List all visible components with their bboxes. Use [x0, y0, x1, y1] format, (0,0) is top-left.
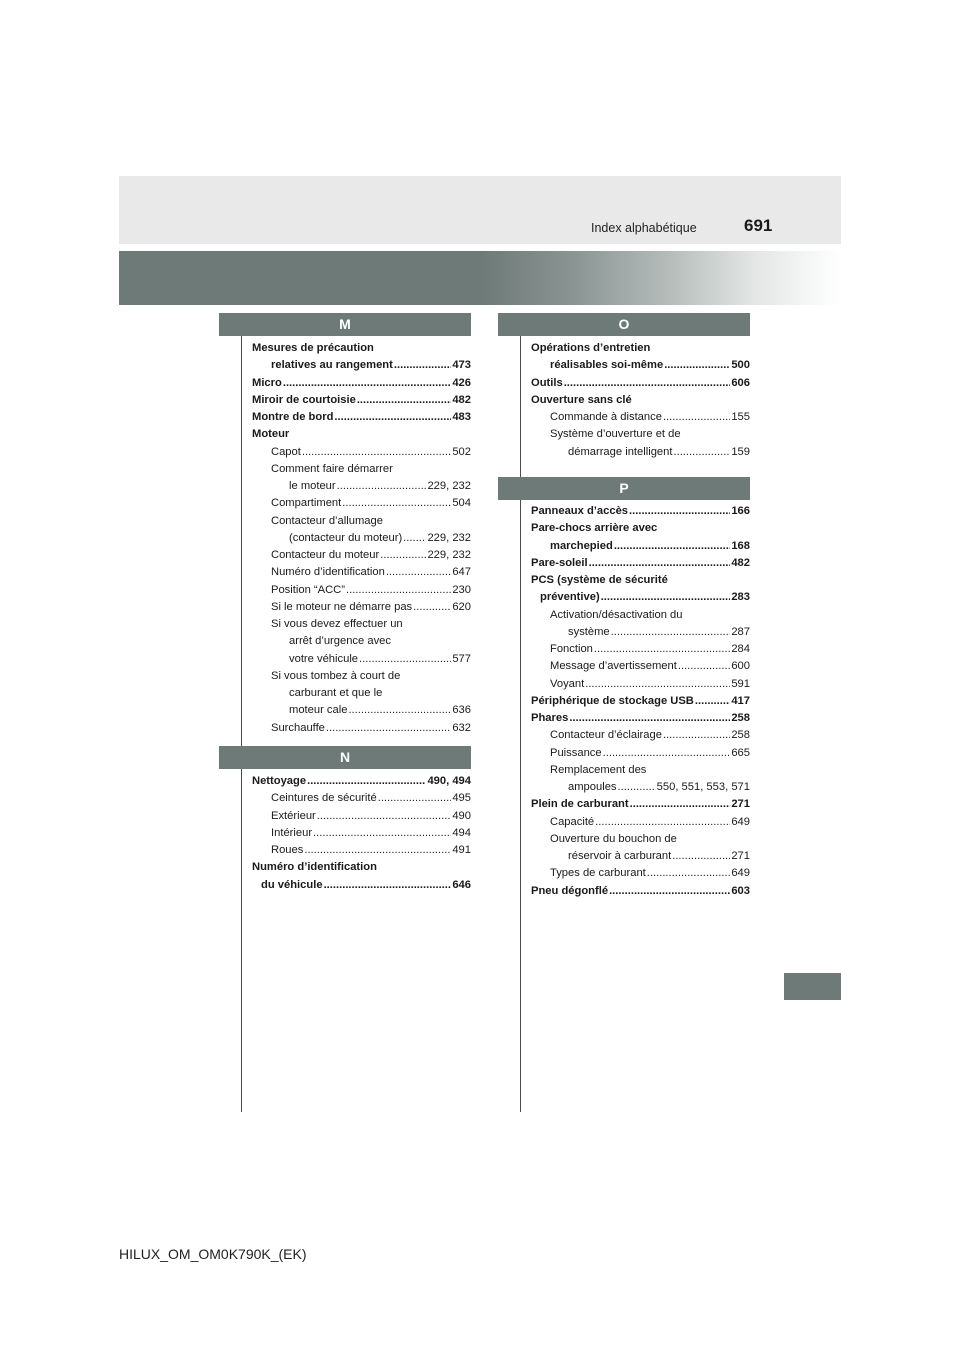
- index-entry[interactable]: système ..... 287: [531, 624, 750, 641]
- index-entry[interactable]: Miroir de courtoisie ..... 482: [252, 392, 471, 409]
- index-entry[interactable]: Message d’avertissement ..... 600: [531, 658, 750, 675]
- index-entry[interactable]: Capacité ..... 649: [531, 814, 750, 831]
- index-entry[interactable]: Contacteur du moteur ..... 229, 232: [252, 547, 471, 564]
- section-title: Index alphabétique: [591, 221, 697, 235]
- index-entry[interactable]: Mesures de précaution: [252, 342, 374, 354]
- index-entry[interactable]: Panneaux d’accès ..... 166: [531, 503, 750, 520]
- index-entry[interactable]: Ceintures de sécurité ..... 495: [252, 790, 471, 807]
- index-list-p: [531, 503, 750, 900]
- document-code: HILUX_OM_OM0K790K_(EK): [119, 1246, 307, 1262]
- index-entry[interactable]: Périphérique de stockage USB ..... 417: [531, 693, 750, 710]
- chapter-tab: [784, 973, 841, 1000]
- index-list-m: [252, 340, 471, 737]
- section-letter-p: P: [498, 477, 750, 500]
- index-entry[interactable]: préventive) ..... 283: [531, 589, 750, 606]
- index-entry[interactable]: Remplacement des: [550, 763, 647, 776]
- index-entry[interactable]: (contacteur du moteur) ..... 229, 232: [252, 530, 471, 547]
- index-entry[interactable]: Capot ..... 502: [252, 444, 471, 461]
- index-entry[interactable]: Outils ..... 606: [531, 375, 750, 392]
- index-entry[interactable]: Comment faire démarrer: [271, 462, 393, 475]
- index-entry[interactable]: Commande à distance ..... 155: [531, 409, 750, 426]
- index-entry[interactable]: Si vous devez effectuer un: [271, 618, 403, 630]
- index-entry[interactable]: Ouverture du bouchon de: [550, 832, 677, 845]
- index-entry[interactable]: Micro ..... 426: [252, 375, 471, 392]
- index-entry[interactable]: Montre de bord ..... 483: [252, 409, 471, 426]
- index-entry[interactable]: réalisables soi-même ..... 500: [531, 357, 750, 374]
- index-entry[interactable]: Nettoyage ..... 490, 494: [252, 773, 471, 790]
- index-entry[interactable]: Si le moteur ne démarre pas ..... 620: [252, 599, 471, 616]
- page-number: 691: [744, 216, 773, 235]
- index-entry[interactable]: Pare-soleil ..... 482: [531, 555, 750, 572]
- section-letter-n: N: [219, 746, 471, 769]
- index-entry[interactable]: Contacteur d’éclairage ..... 258: [531, 727, 750, 744]
- index-entry[interactable]: Puissance ..... 665: [531, 745, 750, 762]
- index-entry[interactable]: Système d’ouverture et de: [550, 428, 681, 441]
- index-entry[interactable]: Opérations d’entretien: [531, 342, 651, 354]
- index-entry[interactable]: Pare-chocs arrière avec: [531, 522, 658, 535]
- index-entry[interactable]: marchepied ..... 168: [531, 538, 750, 555]
- index-entry[interactable]: Si vous tombez à court de: [271, 669, 401, 682]
- section-letter-m: M: [219, 313, 471, 336]
- index-entry[interactable]: carburant et que le: [289, 687, 383, 699]
- index-list-o: [531, 340, 750, 461]
- index-entry[interactable]: ampoules ..... 550, 551, 553, 571: [531, 779, 750, 796]
- index-entry[interactable]: démarrage intelligent ..... 159: [531, 444, 750, 461]
- index-entry[interactable]: Roues ..... 491: [252, 842, 471, 859]
- index-entry[interactable]: Moteur: [252, 428, 290, 441]
- index-entry[interactable]: arrêt d’urgence avec: [289, 635, 391, 648]
- section-letter-o: O: [498, 313, 750, 336]
- index-entry[interactable]: Fonction ..... 284: [531, 641, 750, 658]
- index-entry[interactable]: Intérieur ..... 494: [252, 825, 471, 842]
- index-entry[interactable]: Position “ACC” ..... 230: [252, 582, 471, 599]
- index-entry[interactable]: Types de carburant ..... 649: [531, 865, 750, 882]
- index-entry[interactable]: réservoir à carburant ..... 271: [531, 848, 750, 865]
- index-entry[interactable]: PCS (système de sécurité: [531, 574, 668, 586]
- index-entry[interactable]: votre véhicule ..... 577: [252, 651, 471, 668]
- index-entry[interactable]: le moteur ..... 229, 232: [252, 478, 471, 495]
- column-divider-right: [520, 332, 521, 1112]
- index-entry[interactable]: Contacteur d’allumage: [271, 514, 383, 527]
- index-entry[interactable]: Ouverture sans clé: [531, 393, 632, 406]
- index-entry[interactable]: Surchauffe ..... 632: [252, 720, 471, 737]
- index-entry[interactable]: moteur cale ..... 636: [252, 702, 471, 719]
- index-entry[interactable]: Extérieur ..... 490: [252, 808, 471, 825]
- decorative-gradient-band: [119, 251, 841, 305]
- header-band: [119, 176, 841, 244]
- index-entry[interactable]: du véhicule ..... 646: [252, 877, 471, 894]
- column-divider-left: [241, 332, 242, 1112]
- index-entry[interactable]: Compartiment ..... 504: [252, 495, 471, 512]
- index-entry[interactable]: Pneu dégonflé ..... 603: [531, 883, 750, 900]
- index-entry[interactable]: relatives au rangement ..... 473: [252, 357, 471, 374]
- index-entry[interactable]: Plein de carburant ..... 271: [531, 796, 750, 813]
- index-entry[interactable]: Voyant ..... 591: [531, 676, 750, 693]
- index-list-n: [252, 773, 471, 894]
- index-entry[interactable]: Numéro d’identification: [252, 861, 377, 874]
- index-entry[interactable]: Phares ..... 258: [531, 710, 750, 727]
- index-entry[interactable]: Activation/désactivation du: [550, 608, 683, 621]
- index-entry[interactable]: Numéro d’identification ..... 647: [252, 564, 471, 581]
